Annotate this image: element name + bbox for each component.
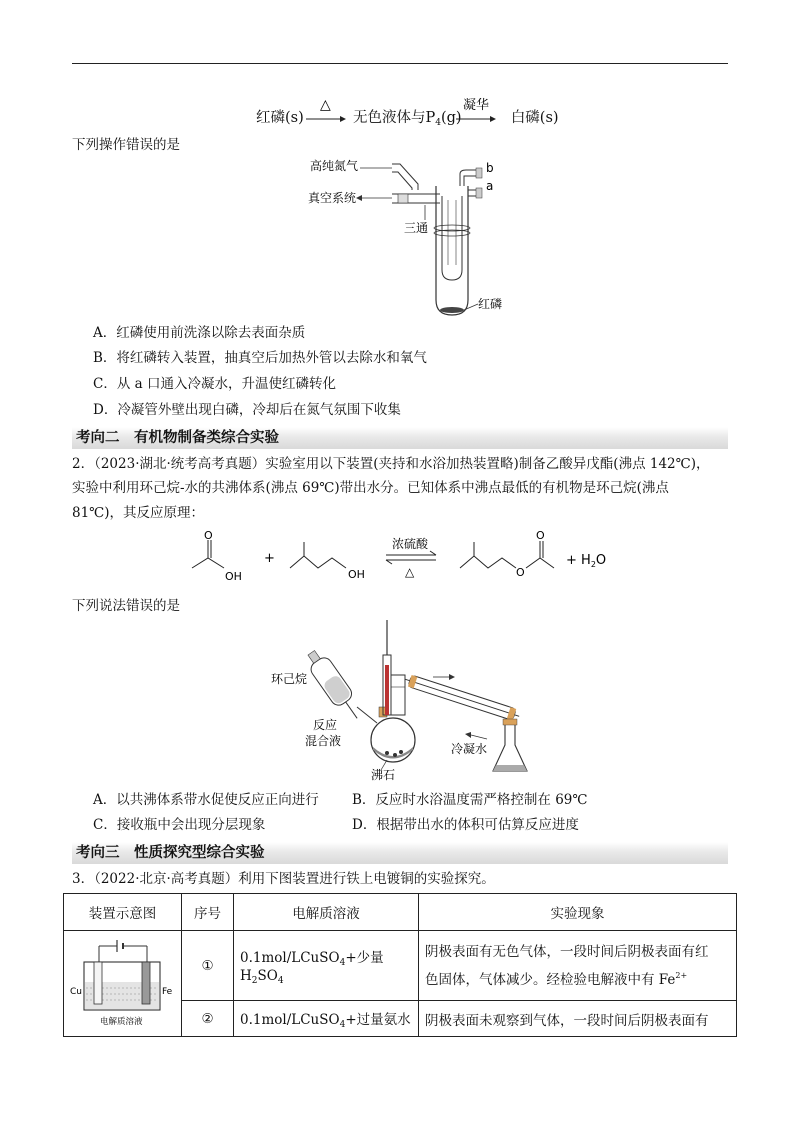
- header-number: 序号: [182, 894, 234, 931]
- q2-stem-line2: 实验中利用环己烷-水的共沸体系(沸点 69℃)带出水分。已知体系中沸点最低的有机物是环己烷(沸点: [72, 480, 669, 496]
- label-mix-1: 反应: [313, 718, 338, 732]
- label-three-way: 三通: [404, 221, 429, 235]
- heat-condition-1: △: [320, 97, 331, 113]
- esterification-apparatus: [265, 615, 550, 790]
- q2-stem-line3: 81℃)，其反应原理：: [72, 505, 205, 521]
- label-red-phosphorus: 红磷: [478, 297, 503, 311]
- reactant: 红磷(s): [256, 110, 304, 126]
- q1-option-a: A．红磷使用前洗涤以除去表面杂质: [93, 325, 306, 341]
- catalyst-label: 浓硫酸: [392, 537, 429, 551]
- row1-solution: 0.1mol/LCuSO$_4$+少量 $H_2SO_4$: [234, 931, 419, 1001]
- q1-option-c: C．从 a 口通入冷凝水，升温使红磷转化: [93, 376, 336, 392]
- ester-ether-o: O: [516, 566, 525, 579]
- reaction-1-arrows: [300, 94, 520, 130]
- label-cyclohexane: 环己烷: [271, 672, 308, 686]
- label-boiling-stone: 沸石: [371, 768, 396, 782]
- section-2-heading: 考向二 有机物制备类综合实验: [72, 427, 728, 449]
- label-mix-2: 混合液: [305, 734, 342, 748]
- acetic-acid-oh: OH: [225, 570, 242, 583]
- plus-sign-1: +: [264, 551, 275, 566]
- q2-option-c: C．接收瓶中会出现分层现象: [93, 817, 266, 833]
- header-electrolyte: 电解质溶液: [234, 894, 419, 931]
- table-row: [64, 931, 737, 1001]
- product: 白磷(s): [510, 110, 559, 126]
- q1-option-d: D．冷凝管外壁出现白磷，冷却后在氮气氛围下收集: [93, 402, 401, 418]
- header-figure: 装置示意图: [64, 894, 182, 931]
- section-3-heading: 考向三 性质探究型综合实验: [72, 842, 728, 864]
- water-product: + $H_2O$: [566, 553, 607, 569]
- isoamyl-alcohol-oh: OH: [348, 568, 365, 581]
- q2-option-b: B．反应时水浴温度需严格控制在 69℃: [352, 792, 588, 808]
- label-vacuum: 真空系统: [308, 191, 357, 205]
- row2-number: ②: [182, 1001, 234, 1037]
- experiment-table: [63, 893, 737, 1037]
- label-solution: 电解质溶液: [100, 1016, 143, 1027]
- sublimation-condition: 凝华: [463, 98, 490, 113]
- white-phosphorus-apparatus: [300, 150, 530, 325]
- q1-prompt: 下列操作错误的是: [72, 137, 180, 153]
- table-header-row: [64, 894, 737, 931]
- q1-option-b: B．将红磷转入装置，抽真空后加热外管以去除水和氧气: [93, 350, 427, 366]
- ester-carbonyl-o: O: [536, 529, 545, 542]
- row1-phenomenon: 阴极表面有无色气体，一段时间后阴极表面有红 色固体，气体减少。经检验电解液中有 $Fe^{2+}$: [419, 931, 737, 1001]
- q2-prompt: 下列说法错误的是: [72, 598, 180, 614]
- row2-solution: 0.1mol/LCuSO$_4$+过量氨水: [234, 1001, 419, 1037]
- label-cooling-water: 冷凝水: [451, 742, 488, 756]
- label-port-b: b: [486, 161, 494, 175]
- q2-stem-line1: 2．（2023·湖北·统考高考真题）实验室用以下装置(夹持和水浴加热装置略)制备乙酸异戊酯(沸点 142℃)，: [72, 456, 710, 472]
- row2-phenomenon: 阴极表面未观察到气体，一段时间后阴极表面有: [419, 1001, 737, 1037]
- acetic-acid-o: O: [204, 529, 213, 542]
- label-port-a: a: [486, 179, 494, 193]
- heat-condition-2: △: [405, 565, 415, 579]
- electroplating-figure-cell: [64, 931, 182, 1037]
- row1-number: ①: [182, 931, 234, 1001]
- label-fe: Fe: [162, 986, 173, 997]
- header-rule: [72, 63, 728, 64]
- label-gas-in: 高纯氮气: [310, 159, 359, 173]
- intermediate: 无色液体与$P_4(g)$: [352, 110, 462, 128]
- header-phenomenon: 实验现象: [419, 894, 737, 931]
- q2-option-a: A．以共沸体系带水促使反应正向进行: [93, 792, 319, 808]
- esterification-reaction: [180, 528, 620, 588]
- q3-stem-line1: 3．（2022·北京·高考真题）利用下图装置进行铁上电镀铜的实验探究。: [72, 871, 495, 887]
- q2-option-d: D．根据带出水的体积可估算反应进度: [352, 817, 579, 833]
- electroplating-cell-diagram: [64, 932, 180, 1036]
- label-cu: Cu: [70, 986, 82, 997]
